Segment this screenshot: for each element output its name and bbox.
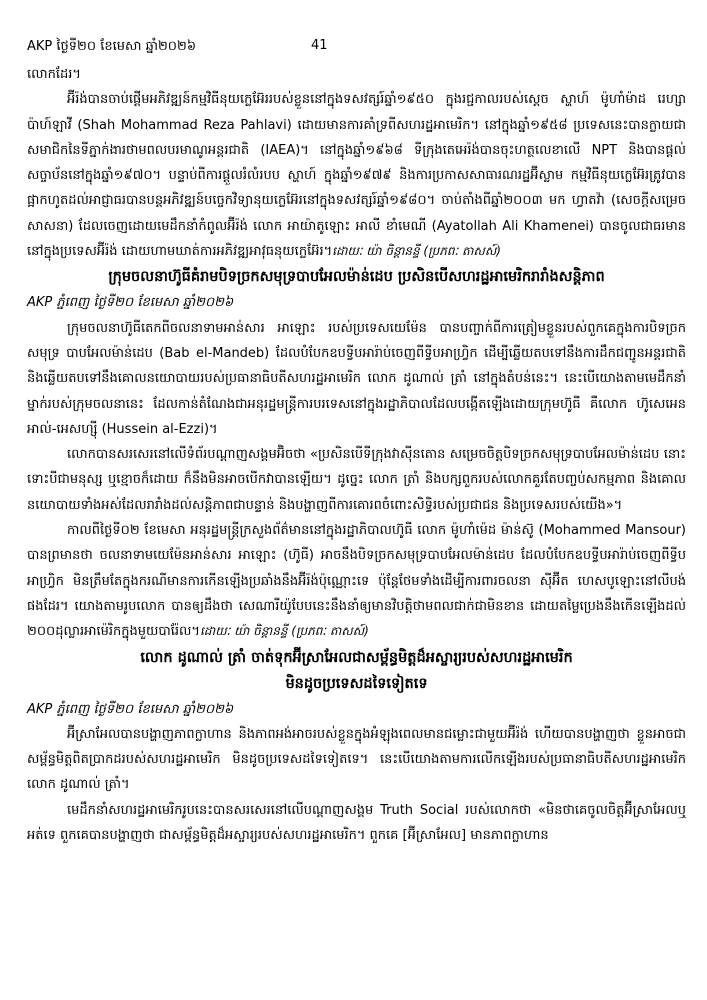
page-content (27, 62, 686, 848)
article-2-paragraph (27, 518, 686, 644)
page-number: 41 (311, 38, 328, 53)
article-1-byline: ដោយៈ យ៉ា ចិន្តានន្ទី (ប្រភពៈ តាសស៍) (332, 244, 501, 259)
article-3-paragraph: អ៊ីស្រាអែលបានបង្ហាញភាពក្លាហាន និងភាពអង់អាចរបស់ខ្លួនក្នុងអំឡុងពេលមានជម្លោះជាមួយអ៊ីរ៉ង់ ហើយបានបង្ហាញថា ខ្លួនអាចជាសម្ព័ន្ធមិត្តពិតប្រាកដរបស់សហរដ្ឋអាមេរិក មិនដូចប្រទេសដទៃទៀតទេ។ នេះបើយោងតាមការលើកឡើងរបស់ប្រធានាធិបតីសហរដ្ឋអាមេរិក លោក ដូណាល់ ត្រាំ។ (27, 726, 686, 793)
article-2-text: កាលពីថ្ងៃទី០២ ខែមេសា អនុរដ្ឋមន្ត្រីក្រសួងព័ត៌មាននៅក្នុងរដ្ឋាភិបាលហ៊ូធី លោក ម៉ូហាំម៉េដ ម៉ាន់ស៊ូ (Mohammed Mansour) បានព្រមានថា ចលនាទាមយេម៉ែនអាន់សារ អាឡោះ (ហ៊ូធី) អាចនឹងបិទច្រកសមុទ្របាបអែលម៉ាន់ដេប ដែលបំបែកឧបទ្វីបអារ៉ាប់ចេញពីទ្វីបអាហ្វ្រិក មិនត្រឹមតែក្នុងករណីមានការកើនឡើងប្រឆាំងនឹងអ៊ីរ៉ង់ប៉ុណ្ណោះទេ ប៉ុន្តែថែមទាំងដើម្បីការពារចលនា ស៊ីអ៊ីត ហេសបូឡោះនៅលីបង់ផងដែរ។ យោងតាមរូបលោក បានឲ្យដឹងថា សេណារីយ៉ូបែបនេះនឹងនាំឲ្យមានវិបត្តិថាមពលជាក់ជាមិនខាន ដោយតម្លៃប្រេងនឹងកើនឡើងដល់ ២០០ដុល្លារអាម៉េរិកក្នុងមួយបារ៉ែល។ (27, 523, 686, 640)
article-2-dateline: AKP ភ្នំពេញ ថ្ងៃទី២០ ខែមេសា ឆ្នាំ២០២៦ (27, 295, 234, 311)
article-2-headline: ក្រុមចលនាហ៊ូធីគំរាមបិទច្រកសមុទ្របាបអែលម៉ាន់ដេប ប្រសិនបើសហរដ្ឋអាមេរិករារាំងសន្តិភាព (108, 269, 605, 286)
article-1-paragraph (27, 87, 686, 264)
article-3-headline-line1: លោក ដូណាល់ ត្រាំ ចាត់ទុកអ៊ីស្រាអែលជាសម្ព័ន្ធមិត្តដ៏អស្ចារ្យរបស់សហរដ្ឋអាមេរិក (140, 649, 573, 666)
article-2-paragraph: លោកបានសរសេរនៅលើទំព័របណ្តាញសង្គមអ៊ិចថា «ប្រសិនបើទីក្រុងវាស៊ីនតោន សម្រេចចិត្តបិទច្រកសមុទ្របាបអែលម៉ាន់ដេប នោះទោះបីជាមនុស្ស ឬខ្មោចក៏ដោយ ក៏នឹងមិនអាចបើកវាបានឡើយ។ ដូច្នេះ លោក ត្រាំ និងបក្សពួករបស់លោកគួរតែបញ្ចប់សកម្មភាព និងគោលនយោបាយទាំងអស់ដែលរារាំងដល់សន្តិភាពជាបន្ទាន់ និងបង្ហាញពីការគោរពចំពោះសិទ្ធិរបស់ប្រជាជន និងប្រទេសរបស់យើង»។ (27, 447, 686, 513)
article-1-continuation: លោកដែរ។ (27, 67, 81, 82)
article-1-text: អ៊ីរ៉ង់បានចាប់ផ្តើមអភិវឌ្ឍន៍កម្មវិធីនុយក្លេអ៊ែររបស់ខ្លួននៅក្នុងទសវត្សរ៍ឆ្នាំ១៩៥០ ក្នុងរជ្ជកាលរបស់ស្តេច ស្ហាហ៍ ម៉ូហាំម៉ាដ រេហ្សា ប៉ាហ៍ឡាវី (Shah Mohammad Reza Pahlavi) ដោយមានការគាំទ្រពីសហរដ្ឋអាមេរិក។ នៅក្នុងឆ្នាំ១៩៥៨ ប្រទេសនេះបានក្លាយជាសមាជិកនៃទីភ្នាក់ងារថាមពលបរមាណូអន្តរជាតិ (IAEA)។ នៅក្នុងឆ្នាំ១៩៦៨ ទីក្រុងតេអេរ៉ង់បានចុះហត្ថលេខាលើ NPT និងបានផ្តល់សច្ចាប័ននៅក្នុងឆ្នាំ១៩៧០។ បន្ទាប់ពីការផ្តួលរំលំរបប ស្ហាហ៍ ក្នុងឆ្នាំ១៩៧៩ និងការប្រកាសសាធារណរដ្ឋអ៊ីស្លាម កម្មវិធីនុយក្លេអ៊ែរត្រូវបានផ្អាកហូតដល់អាជ្ញាធរបានបន្តអភិវឌ្ឍន៍បច្ចេកវិទ្យានុយក្លេអ៊ែរនៅក្នុងទសវត្សរ៍ឆ្នាំ១៩៨០។ ចាប់តាំងពីឆ្នាំ២០០៣ មក ហ្វាតវ៉ា (សេចក្តីសម្រេចសាសនា) ដែលចេញដោយមេដឹកនាំកំពូលអ៊ីរ៉ង់ លោក អាយ៉ាតូឡោះ អាលី ខាំមេណី (Ayatollah Ali Khamenei) បានចូលជាធរមាននៅក្នុងប្រទេសអ៊ីរ៉ង់ ដោយហាមឃាត់ការអភិវឌ្ឍអាវុធនុយក្លេអ៊ែរ។ (27, 92, 686, 260)
article-3-headline-line2: មិនដូចប្រទេសដទៃទៀតទេ (285, 675, 428, 692)
article-2-byline: ដោយៈ យ៉ា ចិន្តានន្ទី (ប្រភពៈ តាសស៍) (199, 624, 369, 639)
running-head: AKP ថ្ងៃទី២០ ខែមេសា ឆ្នាំ២០២៦ (27, 39, 197, 54)
article-3-dateline: AKP ភ្នំពេញ ថ្ងៃទី២០ ខែមេសា ឆ្នាំ២០២៦ (27, 701, 234, 717)
article-3-paragraph: មេដឹកនាំសហរដ្ឋអាមេរិករូបនេះបានសរសេរនៅលើបណ្តាញសង្គម Truth Social របស់លោកថា «មិនថាគេចូលចិត្តអ៊ីស្រាអែលឬអត់ទេ ពួកគេបានបង្ហាញថា ជាសម្ព័ន្ធមិត្តដ៏អស្ចារ្យរបស់សហរដ្ឋអាមេរិក។ ពួកគេ [អ៊ីស្រាអែល] មានភាពក្លាហាន (27, 802, 686, 844)
article-2-paragraph: ក្រុមចលនាហ៊ូធីតេកពីចលនាទាមអាន់សារ អាឡោះ របស់ប្រទេសយេម៉ែន បានបញ្ចាក់ពីការត្រៀមខ្លួនរបស់ពួកគេក្នុងការបិទច្រកសមុទ្រ បាបអែលម៉ាន់ដេប (Bab el-Mandeb) ដែលបំបែកឧបទ្វីបអារ៉ាប់ចេញពីទ្វីបអាហ្វ្រិក ដើម្បីឆ្លើយតបទៅនឹងការដឹកជញ្ជូនអន្តរជាតិ និងឆ្លើយតបទៅនឹងគោលនយោបាយរបស់ប្រធានាធិបតីសហរដ្ឋអាមេរិក លោក ដូណាល់ ត្រាំ នៅក្នុងតំបន់នេះ។ នេះបើយោងតាមមេដឹកនាំម្នាក់របស់ក្រុមចលនានេះ ដែលកាន់តំណែងជាអនុរដ្ឋមន្ត្រីការបរទេសនៅក្នុងរដ្ឋាភិបាលដែលបង្កើតឡើងដោយក្រុមហ៊ូធី គឺលោក ហ៊ូសេអេន អាល់-អេសហ្ស៊ី (Hussein al-Ezzi)។ (27, 320, 686, 437)
